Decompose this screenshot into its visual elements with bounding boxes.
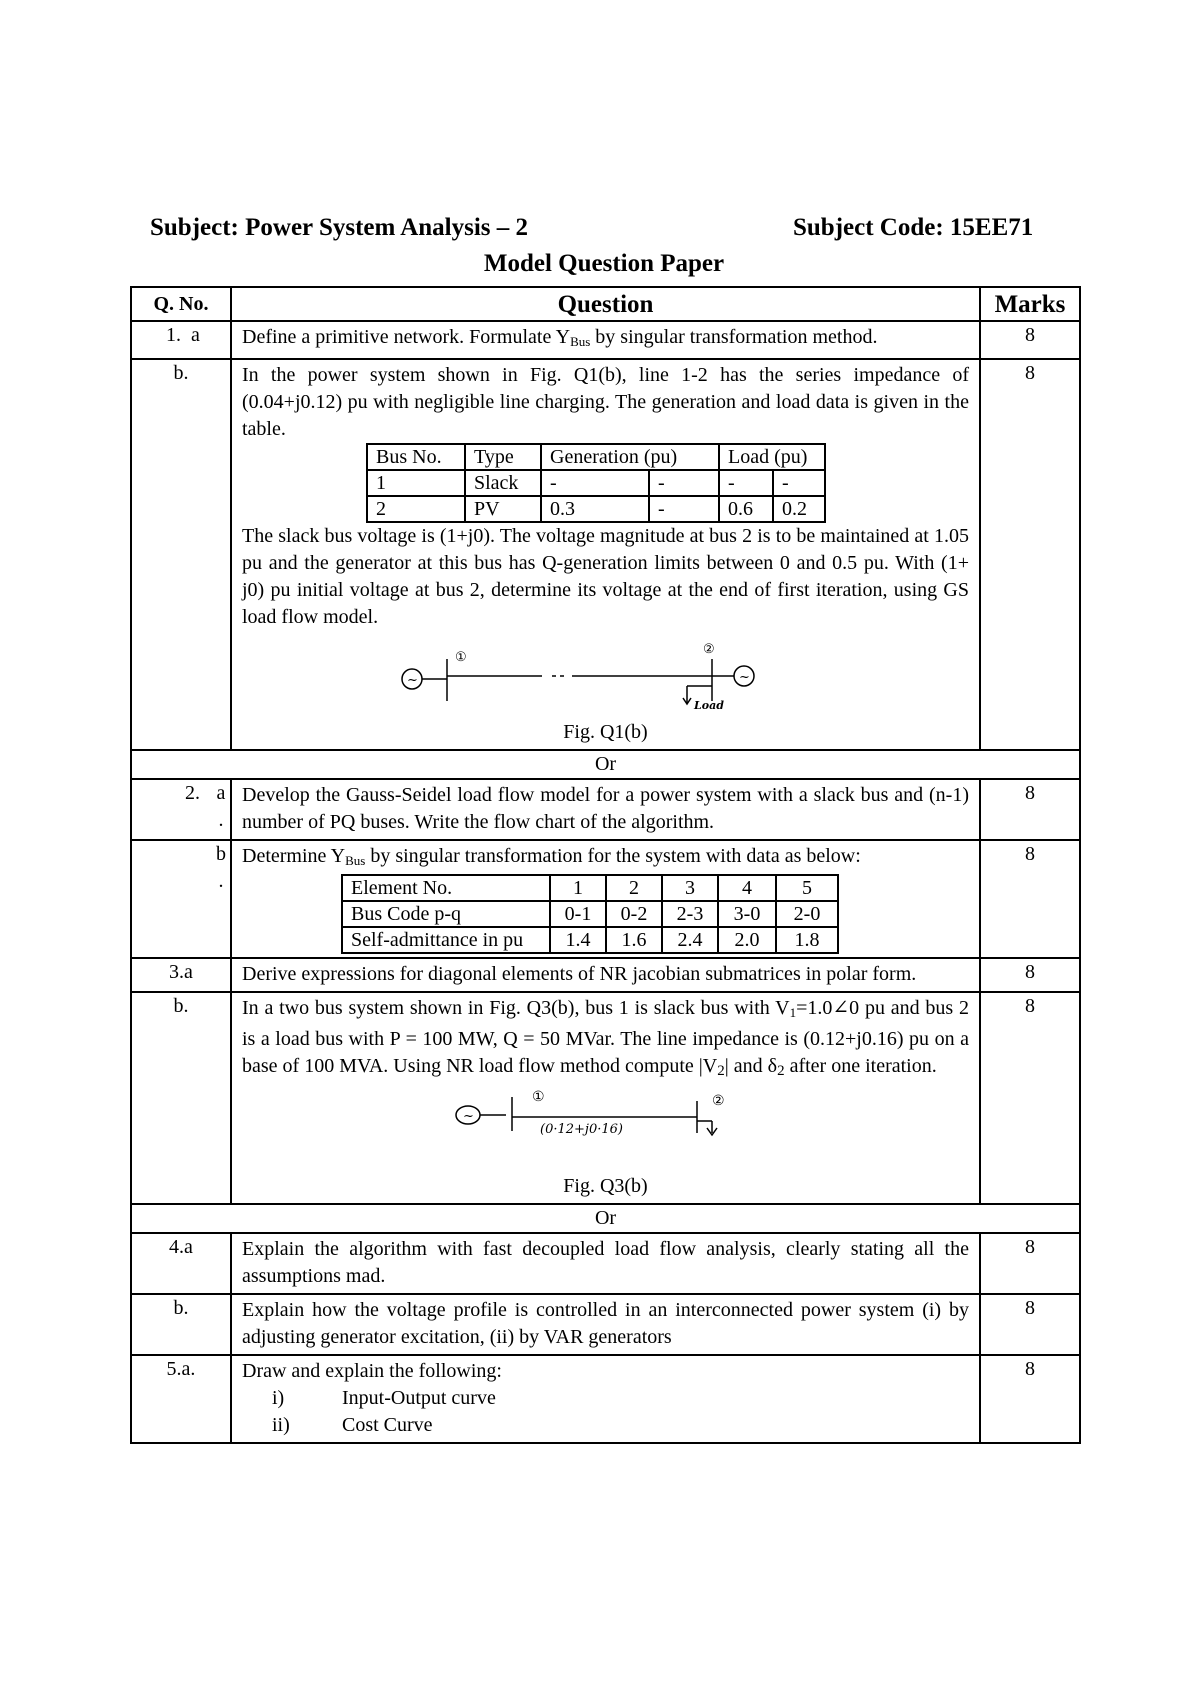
element-data-table — [341, 874, 839, 954]
bus-table-cell: 0.3 — [541, 496, 649, 522]
table-row — [131, 840, 1080, 958]
table-row — [131, 1294, 1080, 1355]
marks-cell: 8 — [980, 359, 1080, 750]
question-cell — [231, 1355, 980, 1443]
element-table-cell: 5 — [776, 875, 838, 901]
bus-table-cell: 0.2 — [773, 496, 825, 522]
question-text: by singular transformation method. — [590, 326, 878, 348]
item-number: ii) — [272, 1414, 290, 1436]
question-cell — [231, 359, 980, 750]
figure-caption: Fig. Q3(b) — [563, 1175, 648, 1197]
bus-1-label: ① — [532, 1089, 545, 1105]
figure-q3b — [242, 1085, 969, 1173]
qpart-dot: . — [218, 809, 224, 831]
bus-table-cell: 2 — [367, 496, 465, 522]
bus-2-label: ② — [703, 642, 715, 657]
bus-1-label: ① — [455, 650, 467, 665]
question-cell: Explain the algorithm with fast decoupled load flow analysis, clearly stating all the assumptions mad. — [231, 1233, 980, 1294]
subject-title: Subject: Power System Analysis – 2 — [150, 214, 529, 241]
qno-cell: b. — [131, 1294, 231, 1355]
bus-table-cell: - — [649, 496, 719, 522]
question-text: by singular transformation for the system with data as below: — [365, 845, 861, 867]
table-row — [131, 321, 1080, 359]
question-text: In a two bus system shown in Fig. Q3(b), bus 1 is slack bus with V — [242, 997, 790, 1019]
qno-cell — [131, 779, 231, 840]
question-cell: Explain how the voltage profile is controlled in an interconnected power system (i) by adjusting generator excitation, (ii) by VAR generators — [231, 1294, 980, 1355]
bus-2-label: ② — [712, 1093, 725, 1109]
element-table-cell: 0-1 — [550, 901, 606, 927]
bus-table-header: Type — [465, 444, 541, 470]
gen-1-symbol: ~ — [407, 673, 418, 688]
qno-cell: 3.a — [131, 958, 231, 992]
element-table-cell: 2 — [606, 875, 662, 901]
sub-item-list — [242, 1385, 969, 1439]
marks-cell: 8 — [980, 779, 1080, 840]
question-cell — [231, 992, 980, 1204]
subscript: 2 — [777, 1063, 785, 1079]
figure-q1b — [242, 631, 969, 719]
list-item — [272, 1412, 969, 1439]
question-text: =1.0∠0 pu and bus 2 is a load bus with P = 100 MW, Q = 50 MVar. The line impedance is (0.12+j0.16) pu on a base of 100 MVA. Using NR load flow method compute |V — [242, 997, 969, 1077]
bus-table-cell: Slack — [465, 470, 541, 496]
bus-table-cell: 1 — [367, 470, 465, 496]
question-cell — [231, 321, 980, 359]
marks-cell: 8 — [980, 1233, 1080, 1294]
element-table-cell: 3-0 — [718, 901, 776, 927]
qno-cell — [131, 321, 231, 359]
subscript: 2 — [717, 1063, 725, 1079]
element-table-cell: 1.8 — [776, 927, 838, 953]
element-table-cell: Bus Code p-q — [342, 901, 550, 927]
element-table-cell: 1.4 — [550, 927, 606, 953]
table-row — [131, 1355, 1080, 1443]
question-text: In the power system shown in Fig. Q1(b), line 1-2 has the series impedance of (0.04+j0.12) pu with negligible line charging. The generation and load data is given in the table. — [242, 364, 969, 440]
qno-cell — [131, 840, 231, 958]
question-cell — [231, 840, 980, 958]
or-separator: Or — [131, 1204, 1080, 1233]
bus-data-table — [366, 443, 826, 523]
qno: 1. — [166, 324, 181, 346]
or-row — [131, 750, 1080, 779]
element-table-cell: 1.6 — [606, 927, 662, 953]
subscript: Bus — [570, 334, 591, 349]
element-table-cell: 2.0 — [718, 927, 776, 953]
marks-cell: 8 — [980, 992, 1080, 1204]
bus-table-cell: - — [719, 470, 773, 496]
question-text: Draw and explain the following: — [242, 1360, 502, 1382]
item-number: i) — [272, 1387, 285, 1409]
table-row — [131, 958, 1080, 992]
element-table-cell: 1 — [550, 875, 606, 901]
qno-cell: b. — [131, 992, 231, 1204]
bus-table-cell: - — [773, 470, 825, 496]
gen-symbol: ~ — [463, 1109, 474, 1124]
gen-2-symbol: ~ — [739, 670, 750, 685]
question-text: The slack bus voltage is (1+j0). The voltage magnitude at bus 2 is to be maintained at 1.05 pu and the generator at this bus has Q-generation limits between 0 and 0.5 pu. With (1+ j0) pu initial voltage at bus 2, determine its voltage at the end of first iteration, using GS load flow model. — [242, 525, 969, 628]
question-text: Define a primitive network. Formulate Y — [242, 326, 571, 348]
element-table-cell: Element No. — [342, 875, 550, 901]
table-row — [131, 992, 1080, 1204]
one-line-diagram — [242, 631, 971, 719]
question-cell: Develop the Gauss-Seidel load flow model for a power system with a slack bus and (n-1) number of PQ buses. Write the flow chart of the algorithm. — [231, 779, 980, 840]
figure-caption: Fig. Q1(b) — [563, 721, 648, 743]
element-table-cell: 2-3 — [662, 901, 718, 927]
bus-table-cell: 0.6 — [719, 496, 773, 522]
item-label: Cost Curve — [342, 1414, 433, 1436]
element-table-cell: 2.4 — [662, 927, 718, 953]
element-table-cell: 3 — [662, 875, 718, 901]
subject-code: Subject Code: 15EE71 — [793, 214, 1034, 241]
subscript: Bus — [345, 853, 366, 868]
bus-table-cell: - — [649, 470, 719, 496]
bus-table-header: Bus No. — [367, 444, 465, 470]
item-label: Input-Output curve — [342, 1387, 496, 1409]
question-cell: Derive expressions for diagonal elements of NR jacobian submatrices in polar form. — [231, 958, 980, 992]
question-text: | and δ — [724, 1055, 778, 1077]
qpart: a — [216, 782, 226, 804]
question-text: Determine Y — [242, 845, 346, 867]
list-item — [272, 1385, 969, 1412]
or-separator: Or — [131, 750, 1080, 779]
qpart-dot: . — [218, 870, 224, 892]
paper-title: Model Question Paper — [483, 250, 725, 277]
qno-cell: 5.a. — [131, 1355, 231, 1443]
bus-table-cell: PV — [465, 496, 541, 522]
table-header-row — [131, 287, 1080, 321]
table-row — [131, 359, 1080, 750]
subscript: 1 — [789, 1005, 797, 1020]
table-row — [131, 1233, 1080, 1294]
bus-table-cell: - — [541, 470, 649, 496]
qpart: b — [216, 843, 226, 865]
header-marks: Marks — [980, 287, 1080, 321]
bus-table-header: Generation (pu) — [541, 444, 719, 470]
marks-cell: 8 — [980, 840, 1080, 958]
element-table-cell: Self-admittance in pu — [342, 927, 550, 953]
qno-cell: b. — [131, 359, 231, 750]
header-question: Question — [231, 287, 980, 321]
marks-cell: 8 — [980, 1294, 1080, 1355]
table-row — [131, 779, 1080, 840]
question-text: after one iteration. — [784, 1055, 937, 1077]
marks-cell: 8 — [980, 958, 1080, 992]
element-table-cell: 2-0 — [776, 901, 838, 927]
qno-cell: 4.a — [131, 1233, 231, 1294]
line-impedance-label: (0·12+j0·16) — [540, 1122, 623, 1137]
header-qno: Q. No. — [131, 287, 231, 321]
element-table-cell: 4 — [718, 875, 776, 901]
or-row — [131, 1204, 1080, 1233]
marks-cell: 8 — [980, 321, 1080, 359]
qno: 2. — [185, 782, 200, 804]
qpart: a — [191, 324, 200, 346]
marks-cell: 8 — [980, 1355, 1080, 1443]
load-label: Load — [694, 699, 724, 712]
bus-table-header: Load (pu) — [719, 444, 825, 470]
element-table-cell: 0-2 — [606, 901, 662, 927]
two-bus-diagram — [242, 1085, 971, 1173]
question-table — [130, 286, 1081, 1444]
